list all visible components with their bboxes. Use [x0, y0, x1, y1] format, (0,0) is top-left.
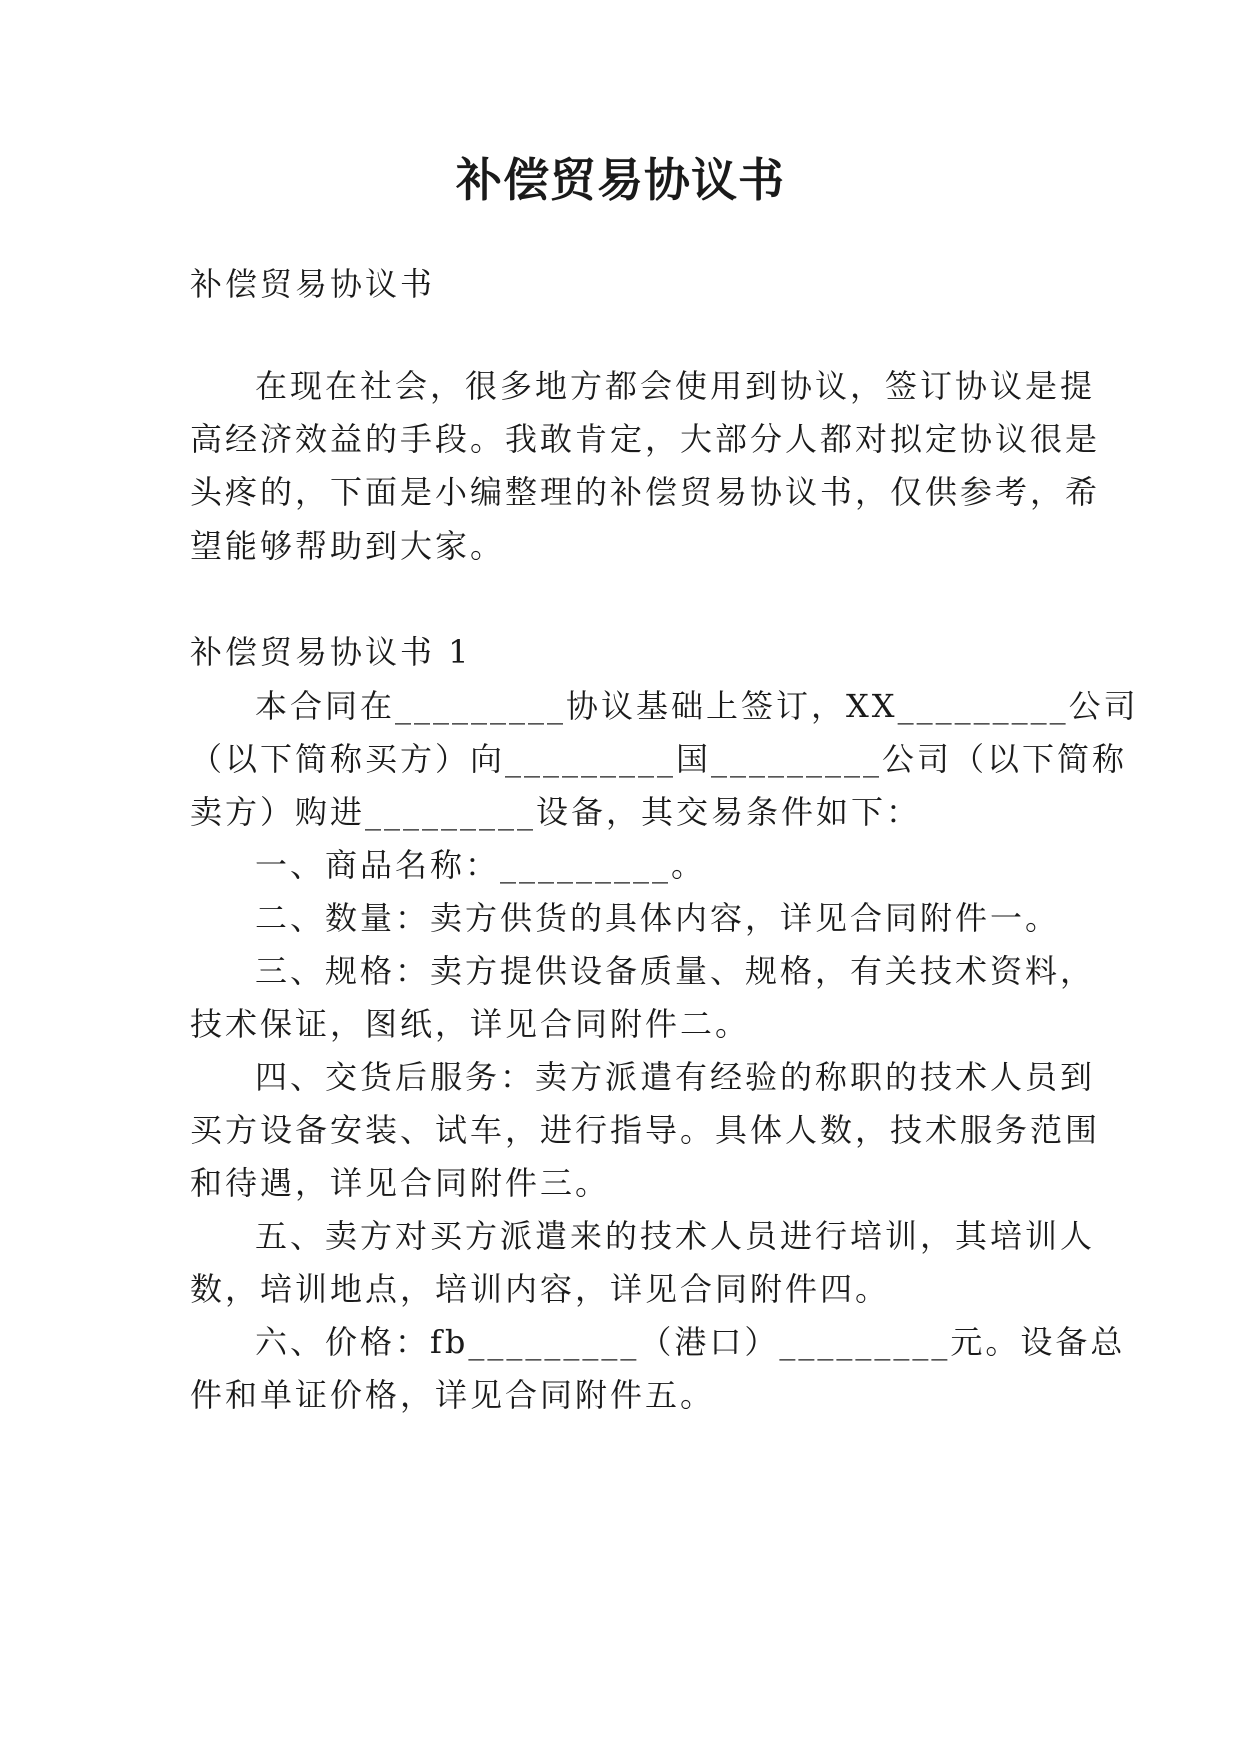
- document-title: 补偿贸易协议书: [456, 153, 785, 207]
- body-line-12: 数，培训地点，培训内容，详见合同附件四。: [190, 1270, 891, 1308]
- body-line-2: （以下简称买方）向_________国_________公司（以下简称: [190, 740, 1128, 778]
- intro-line-3: 头疼的，下面是小编整理的补偿贸易协议书，仅供参考，希: [190, 473, 1101, 511]
- body-line-8: 四、交货后服务：卖方派遣有经验的称职的技术人员到: [255, 1058, 1096, 1096]
- section-heading: 补偿贸易协议书 1: [190, 633, 472, 671]
- body-line-6: 三、规格：卖方提供设备质量、规格，有关技术资料，: [255, 952, 1096, 990]
- body-line-5: 二、数量：卖方供货的具体内容，详见合同附件一。: [255, 899, 1061, 937]
- body-line-7: 技术保证，图纸，详见合同附件二。: [190, 1005, 751, 1043]
- body-line-4: 一、商品名称：_________。: [255, 846, 707, 884]
- document-subtitle: 补偿贸易协议书: [190, 265, 436, 303]
- body-line-10: 和待遇，详见合同附件三。: [190, 1164, 611, 1202]
- body-line-14: 件和单证价格，详见合同附件五。: [190, 1376, 716, 1414]
- body-line-1: 本合同在_________协议基础上签订，XX_________公司: [255, 687, 1139, 725]
- body-line-11: 五、卖方对买方派遣来的技术人员进行培训，其培训人: [255, 1217, 1096, 1255]
- body-line-3: 卖方）购进_________设备，其交易条件如下：: [190, 793, 922, 831]
- body-line-9: 买方设备安装、试车，进行指导。具体人数，技术服务范围: [190, 1111, 1101, 1149]
- intro-line-4: 望能够帮助到大家。: [190, 527, 506, 565]
- intro-line-1: 在现在社会，很多地方都会使用到协议，签订协议是提: [255, 367, 1096, 405]
- intro-line-2: 高经济效益的手段。我敢肯定，大部分人都对拟定协议很是: [190, 420, 1101, 458]
- body-line-13: 六、价格：fb_________（港口）_________元。设备总: [255, 1323, 1126, 1361]
